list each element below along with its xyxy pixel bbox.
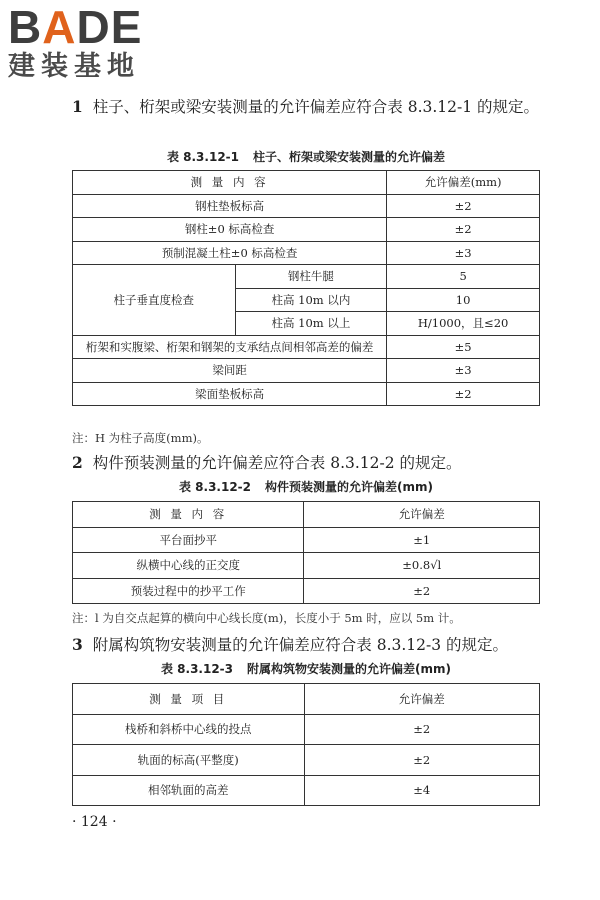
table-3-title: 附属构筑物安装测量的允许偏差(mm) [247, 662, 451, 676]
table-header-row [73, 171, 540, 195]
cell-tolerance: ±2 [304, 714, 540, 745]
table-2-caption [72, 478, 540, 495]
table-3-number: 表 8.3.12-3 [160, 662, 234, 676]
section-1-number: 1 [72, 97, 83, 116]
cell-content: 梁面垫板标高 [73, 382, 387, 406]
cell-tolerance: ±3 [387, 359, 540, 383]
table-2 [72, 501, 540, 604]
table-header-row [73, 502, 540, 528]
table-3-caption [72, 660, 540, 677]
table-row [73, 265, 540, 289]
cell-tolerance: ±2 [387, 382, 540, 406]
section-1-text: 柱子、桁架或梁安装测量的允许偏差应符合表 8.3.12-1 的规定。 [92, 98, 540, 116]
table-row [73, 714, 540, 745]
cell-content: 梁间距 [73, 359, 387, 383]
table-row [73, 775, 540, 806]
cell-tolerance: H/1000，且≤20 [387, 312, 540, 336]
cell-content: 柱高 10m 以上 [235, 312, 387, 336]
table-row [73, 382, 540, 406]
table-row [73, 241, 540, 265]
page-number: · 124 · [72, 814, 117, 830]
cell-content: 平台面抄平 [73, 527, 304, 553]
table-row [73, 359, 540, 383]
cell-content: 轨面的标高(平整度) [73, 745, 305, 776]
table-1-note: 注：H 为柱子高度(mm)。 [72, 431, 209, 445]
table-header-row [73, 684, 540, 715]
section-1-paragraph [72, 94, 540, 120]
cell-tolerance: ±2 [387, 194, 540, 218]
section-2-number: 2 [72, 453, 83, 472]
table-2-number: 表 8.3.12-2 [178, 480, 252, 494]
cell-content: 预装过程中的抄平工作 [73, 578, 304, 604]
cell-tolerance: ±0.8√l [304, 553, 540, 579]
cell-tolerance: ±2 [304, 578, 540, 604]
table-2-note: 注：l 为自交点起算的横向中心线长度(m)，长度小于 5m 时，应以 5m 计。 [72, 611, 461, 625]
section-2-paragraph [72, 450, 540, 476]
section-3-paragraph [72, 632, 540, 658]
section-3-number: 3 [72, 635, 83, 654]
cell-content: 纵横中心线的正交度 [73, 553, 304, 579]
cell-content: 钢柱±0 标高检查 [73, 218, 387, 242]
table-3 [72, 683, 540, 806]
table-1-caption [72, 148, 540, 165]
table-row [73, 194, 540, 218]
brand-logo [8, 1, 143, 84]
table-1-title: 柱子、桁架或梁安装测量的允许偏差 [253, 150, 446, 164]
cell-content: 柱高 10m 以内 [235, 288, 387, 312]
section-3-text: 附属构筑物安装测量的允许偏差应符合表 8.3.12-3 的规定。 [92, 636, 509, 654]
table-row [73, 578, 540, 604]
cell-tolerance: ±2 [387, 218, 540, 242]
cell-content: 钢柱垫板标高 [73, 194, 387, 218]
logo-subtitle: 建装基地 [8, 51, 140, 82]
table-2-title: 构件预装测量的允许偏差(mm) [265, 480, 433, 494]
cell-content: 栈桥和斜桥中心线的投点 [73, 714, 305, 745]
header-tolerance: 允许偏差 [304, 684, 540, 715]
section-2-text: 构件预装测量的允许偏差应符合表 8.3.12-2 的规定。 [92, 454, 462, 472]
table-row [73, 745, 540, 776]
header-content: 测 量 内 容 [73, 171, 387, 195]
cell-tolerance: ±2 [304, 745, 540, 776]
cell-tolerance: ±4 [304, 775, 540, 806]
logo-accent-letter: A [42, 1, 77, 53]
header-content: 测 量 项 目 [73, 684, 305, 715]
header-content: 测 量 内 容 [73, 502, 304, 528]
cell-tolerance: ±1 [304, 527, 540, 553]
table-1 [72, 170, 540, 406]
cell-content: 预制混凝土柱±0 标高检查 [73, 241, 387, 265]
cell-group-label: 柱子垂直度检查 [73, 265, 236, 336]
cell-tolerance: 10 [387, 288, 540, 312]
table-row [73, 527, 540, 553]
cell-tolerance: ±5 [387, 335, 540, 359]
table-1-number: 表 8.3.12-1 [166, 150, 239, 164]
table-row [73, 218, 540, 242]
table-row [73, 553, 540, 579]
header-tolerance: 允许偏差 [304, 502, 540, 528]
cell-content: 桁架和实腹梁、桁架和钢架的支承结点间相邻高差的偏差 [73, 335, 387, 359]
cell-content: 钢柱牛腿 [235, 265, 387, 289]
logo-wordmark: BADE [8, 1, 143, 53]
cell-tolerance: ±3 [387, 241, 540, 265]
table-row [73, 335, 540, 359]
cell-content: 相邻轨面的高差 [73, 775, 305, 806]
cell-tolerance: 5 [387, 265, 540, 289]
header-tolerance: 允许偏差(mm) [387, 171, 540, 195]
